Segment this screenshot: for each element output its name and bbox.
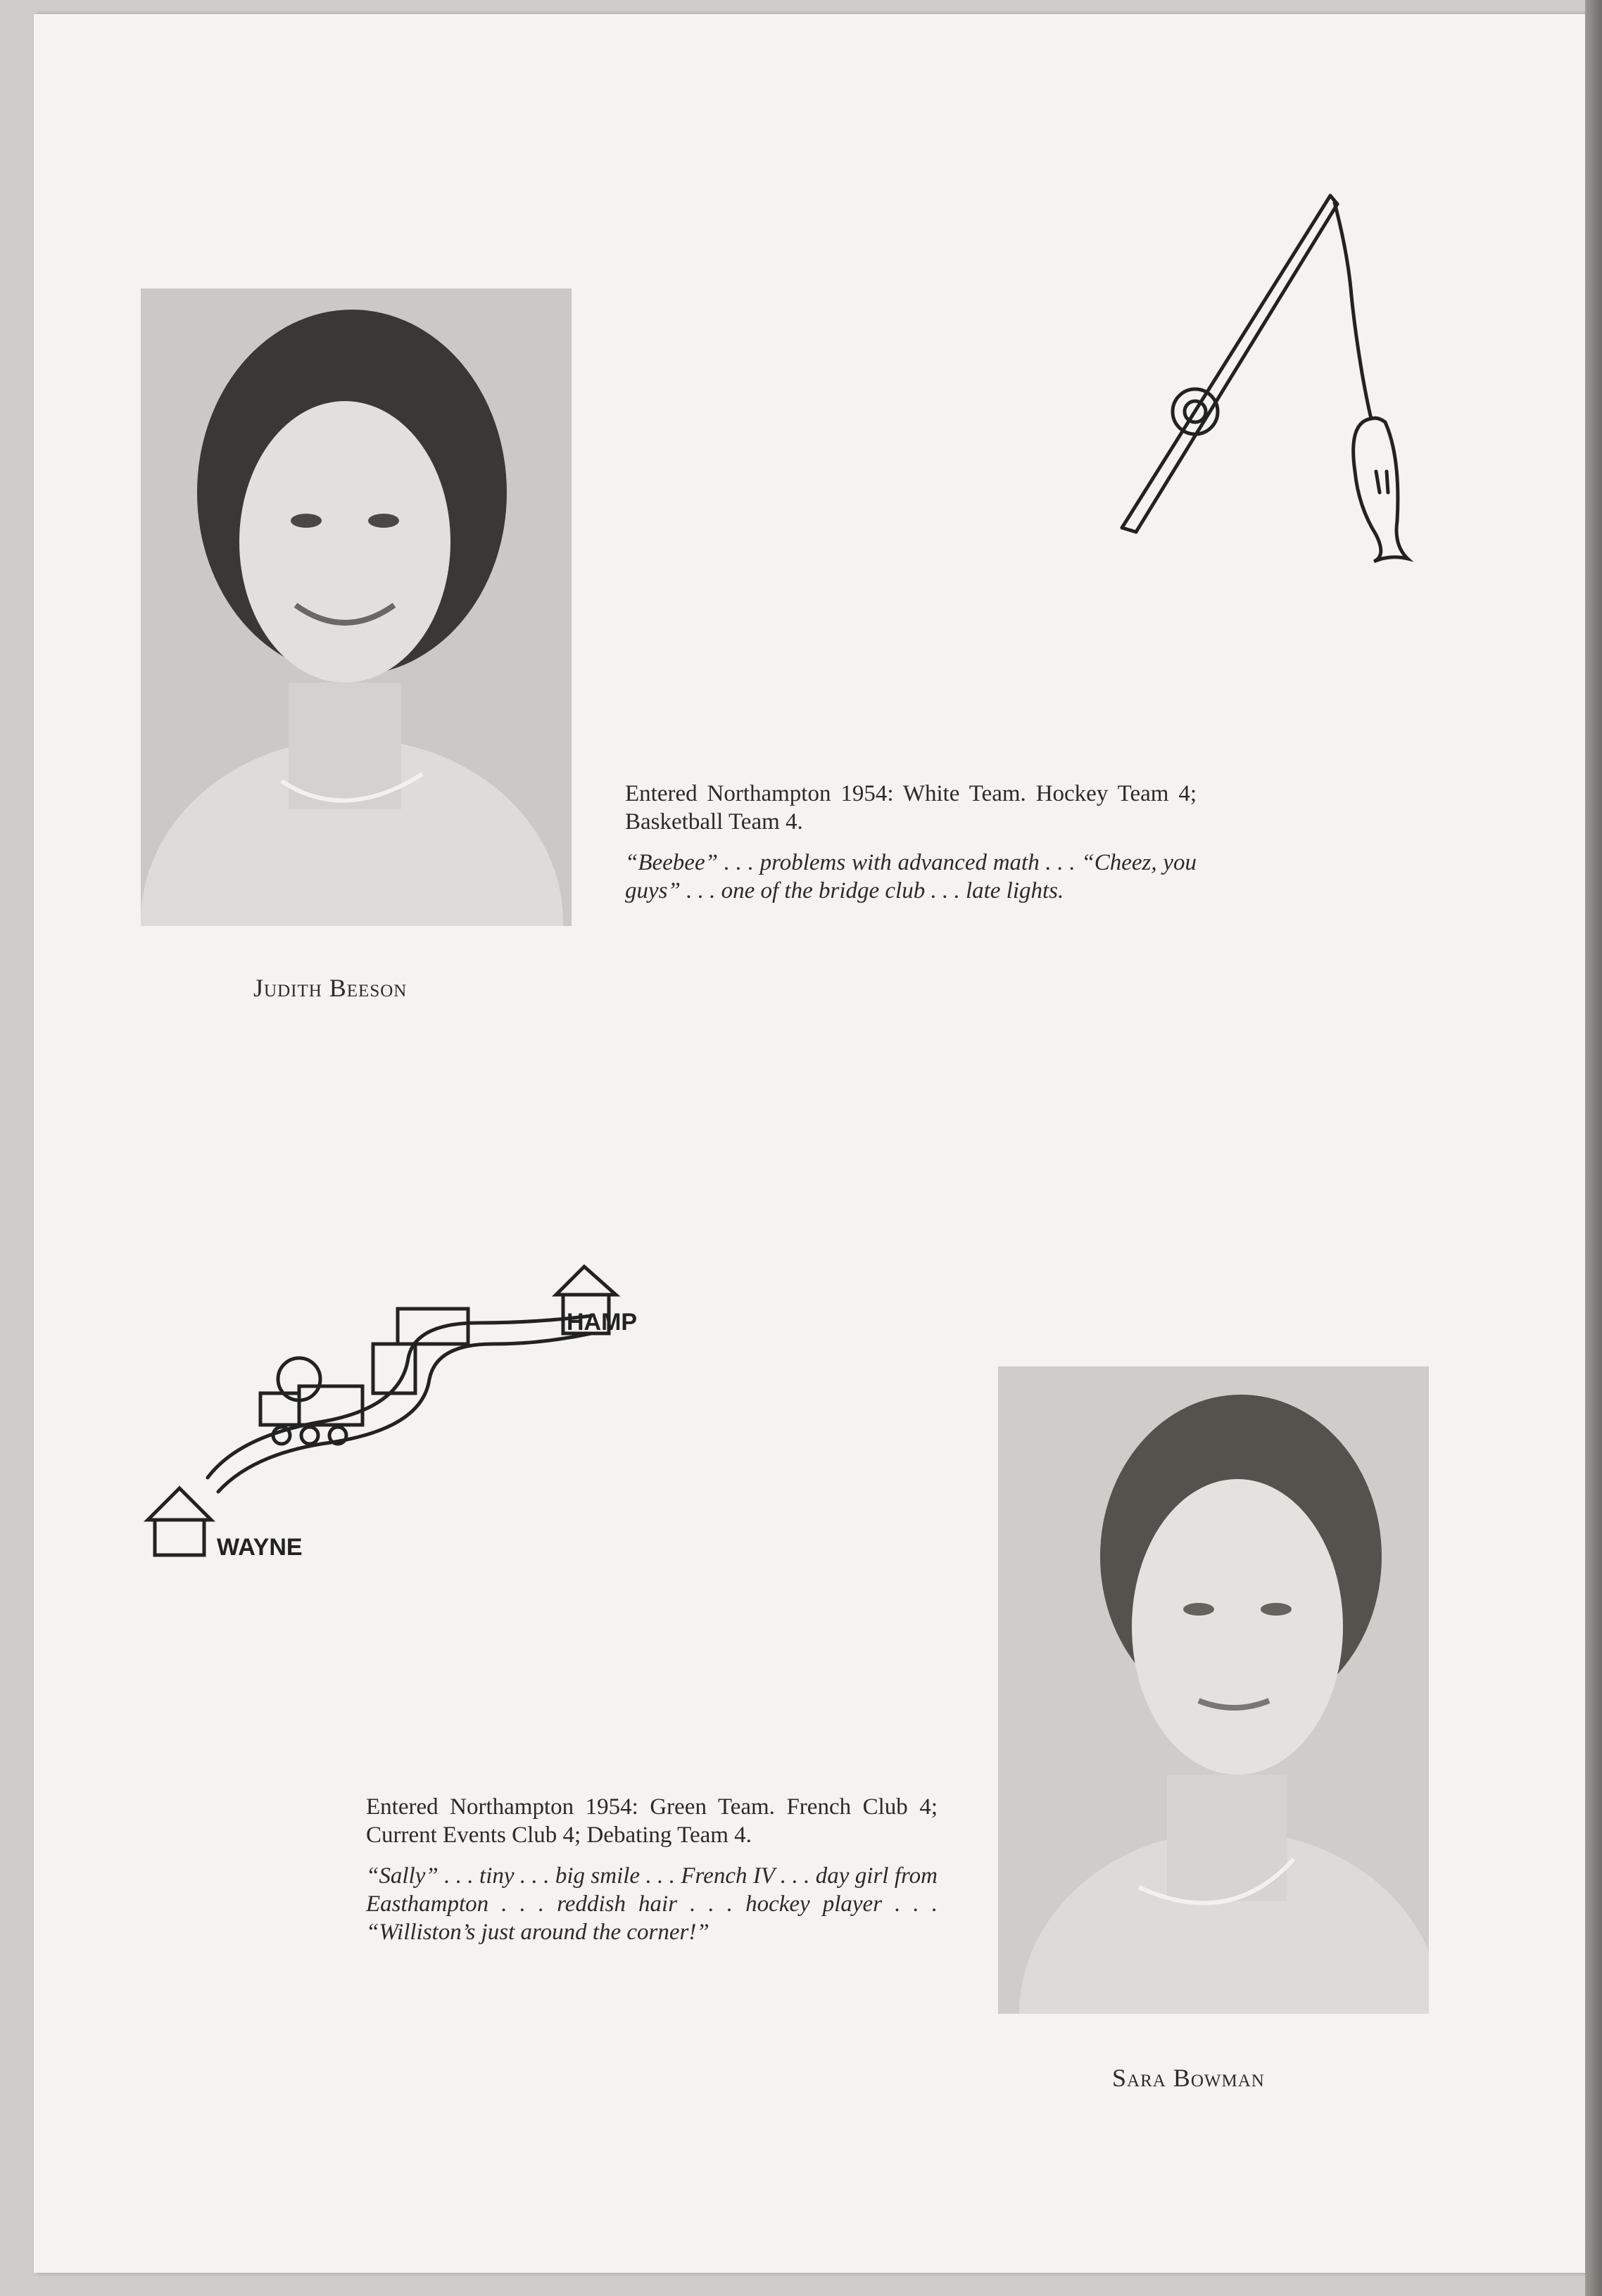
fishing-rod-fish-icon (1112, 190, 1429, 570)
student-name: Judith Beeson (253, 974, 408, 1002)
quote-text: “Beebee” . . . problems with advanced math . . . “Cheez, you guys” . . . one of the bridge club . . . late lights. (625, 850, 1197, 903)
student-bio (366, 1793, 938, 1959)
train-map-icon (141, 1245, 676, 1569)
portrait-judith-icon (141, 288, 572, 926)
page-edge (1585, 0, 1602, 2296)
portrait-sara-icon (998, 1366, 1429, 2014)
quote-text: “Sally” . . . tiny . . . big smile . . . French IV . . . day girl from Easthampton . . . reddish hair . . . hockey player . . . “Williston’s just around the corner!” (366, 1863, 938, 1945)
portrait-photo-judith (141, 288, 572, 926)
entered-text: Entered Northampton 1954: White Team. Hockey Team 4; Basketball Team 4. (625, 781, 1197, 835)
student-bio (625, 780, 1197, 918)
student-name: Sara Bowman (1112, 2064, 1265, 2092)
entered-text: Entered Northampton 1954: Green Team. French Club 4; Current Events Club 4; Debating Team 4. (366, 1794, 938, 1848)
train-label-start: WAYNE (217, 1534, 303, 1561)
portrait-photo-sara (998, 1366, 1429, 2014)
train-label-end: HAMP (567, 1309, 638, 1336)
